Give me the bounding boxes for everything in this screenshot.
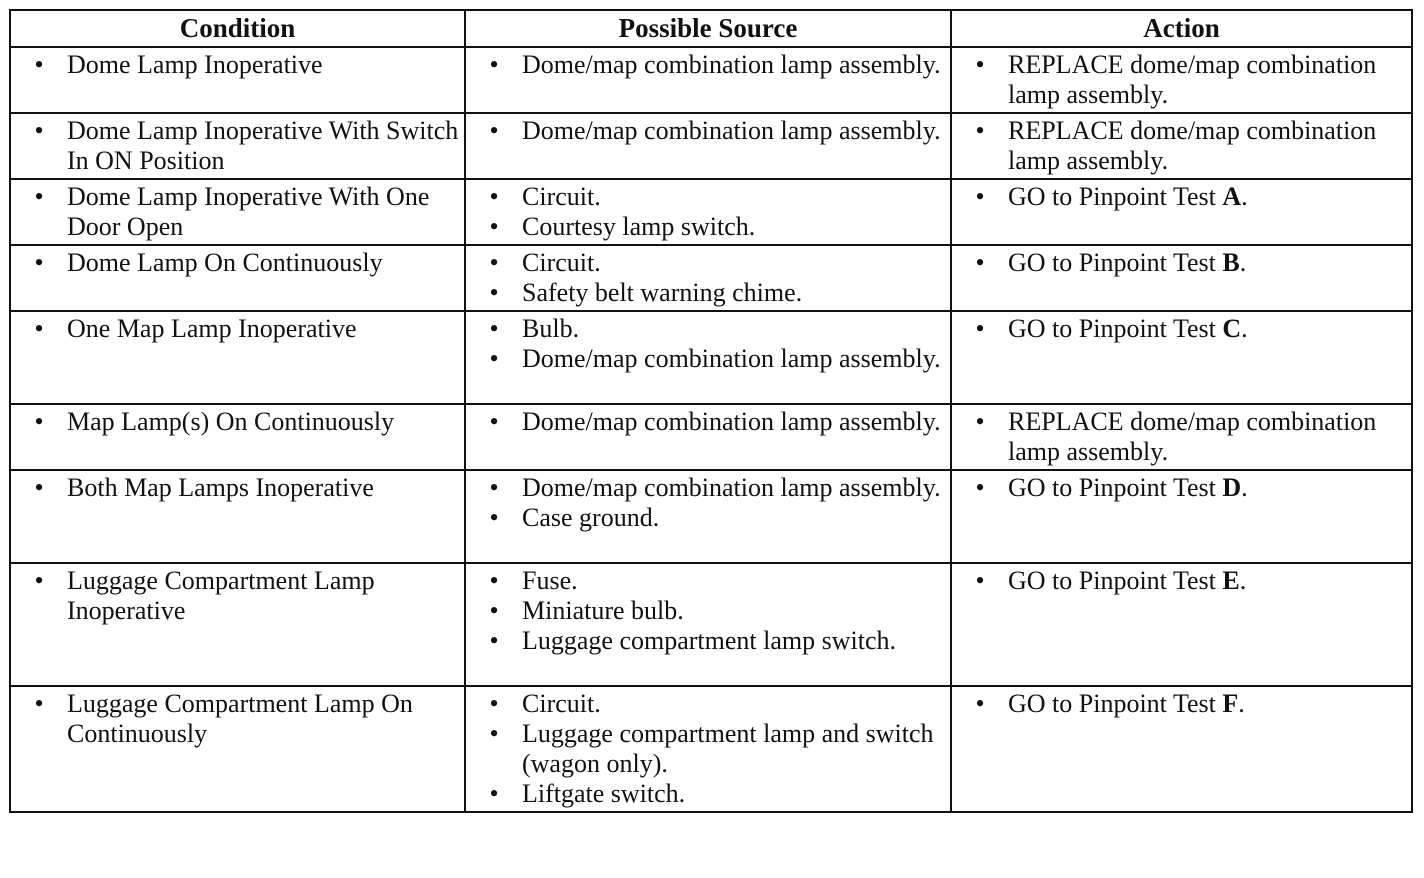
condition-cell (10, 113, 465, 179)
action-cell (951, 47, 1412, 113)
table-row (10, 470, 1412, 563)
header-condition: Condition (10, 10, 465, 47)
source-item: • Miniature bulb. (474, 596, 946, 626)
source-item: • Dome/map combination lamp assembly. (474, 473, 946, 503)
diagnosis-table (9, 9, 1413, 813)
action-cell (951, 179, 1412, 245)
action-item: • GO to Pinpoint Test A. (960, 182, 1407, 212)
action-cell (951, 470, 1412, 563)
source-cell (465, 245, 951, 311)
bullet-icon: • (975, 50, 985, 79)
condition-item: • Luggage Compartment Lamp On Continuously (19, 689, 460, 749)
action-cell (951, 311, 1412, 404)
source-item: • Courtesy lamp switch. (474, 212, 946, 242)
source-cell (465, 404, 951, 470)
action-item: • GO to Pinpoint Test C. (960, 314, 1407, 344)
source-item: • Circuit. (474, 689, 946, 719)
bullet-icon: • (975, 314, 985, 343)
bullet-icon: • (975, 116, 985, 145)
condition-cell (10, 245, 465, 311)
source-cell (465, 47, 951, 113)
condition-item: • Dome Lamp Inoperative With Switch In ON Position (19, 116, 460, 176)
bullet-icon: • (975, 473, 985, 502)
bullet-icon: • (489, 566, 499, 595)
action-item: • GO to Pinpoint Test B. (960, 248, 1407, 278)
bullet-icon: • (489, 503, 499, 532)
bullet-icon: • (489, 596, 499, 625)
bullet-icon: • (489, 182, 499, 211)
action-item: • GO to Pinpoint Test D. (960, 473, 1407, 503)
bullet-icon: • (34, 116, 44, 145)
bullet-icon: • (489, 212, 499, 241)
table-row (10, 311, 1412, 404)
bullet-icon: • (489, 278, 499, 307)
action-cell (951, 563, 1412, 686)
bullet-icon: • (34, 314, 44, 343)
action-item: • REPLACE dome/map combination lamp assembly. (960, 407, 1407, 467)
bullet-icon: • (34, 248, 44, 277)
action-cell (951, 404, 1412, 470)
source-cell (465, 179, 951, 245)
bullet-icon: • (489, 719, 499, 748)
source-item: • Liftgate switch. (474, 779, 946, 809)
bullet-icon: • (489, 779, 499, 808)
condition-cell (10, 47, 465, 113)
bullet-icon: • (489, 689, 499, 718)
bullet-icon: • (489, 626, 499, 655)
bullet-icon: • (34, 689, 44, 718)
table-row (10, 47, 1412, 113)
source-item: • Luggage compartment lamp and switch (wagon only). (474, 719, 946, 779)
table-row (10, 245, 1412, 311)
header-action: Action (951, 10, 1412, 47)
action-item: • GO to Pinpoint Test F. (960, 689, 1407, 719)
source-item: • Circuit. (474, 248, 946, 278)
source-item: • Safety belt warning chime. (474, 278, 946, 308)
action-item: • REPLACE dome/map combination lamp assembly. (960, 116, 1407, 176)
bullet-icon: • (975, 182, 985, 211)
source-item: • Dome/map combination lamp assembly. (474, 50, 946, 80)
bullet-icon: • (489, 407, 499, 436)
bullet-icon: • (489, 344, 499, 373)
table-header-row (10, 10, 1412, 47)
condition-cell (10, 563, 465, 686)
source-item: • Bulb. (474, 314, 946, 344)
table-row (10, 686, 1412, 812)
condition-cell (10, 179, 465, 245)
bullet-icon: • (975, 407, 985, 436)
bullet-icon: • (489, 50, 499, 79)
source-cell (465, 470, 951, 563)
table-row (10, 404, 1412, 470)
bullet-icon: • (34, 566, 44, 595)
source-item: • Fuse. (474, 566, 946, 596)
condition-cell (10, 311, 465, 404)
source-item: • Dome/map combination lamp assembly. (474, 344, 946, 374)
bullet-icon: • (34, 50, 44, 79)
condition-cell (10, 470, 465, 563)
table-row (10, 113, 1412, 179)
table-row (10, 179, 1412, 245)
condition-item: • Both Map Lamps Inoperative (19, 473, 460, 503)
source-cell (465, 686, 951, 812)
bullet-icon: • (975, 248, 985, 277)
action-cell (951, 686, 1412, 812)
bullet-icon: • (975, 566, 985, 595)
action-item: • GO to Pinpoint Test E. (960, 566, 1407, 596)
action-cell (951, 113, 1412, 179)
bullet-icon: • (975, 689, 985, 718)
source-item: • Luggage compartment lamp switch. (474, 626, 946, 656)
condition-item: • Luggage Compartment Lamp Inoperative (19, 566, 460, 626)
condition-cell (10, 404, 465, 470)
condition-item: • Dome Lamp Inoperative (19, 50, 460, 80)
source-cell (465, 563, 951, 686)
source-item: • Case ground. (474, 503, 946, 533)
bullet-icon: • (489, 248, 499, 277)
source-item: • Dome/map combination lamp assembly. (474, 407, 946, 437)
source-item: • Dome/map combination lamp assembly. (474, 116, 946, 146)
bullet-icon: • (489, 314, 499, 343)
condition-cell (10, 686, 465, 812)
condition-item: • Dome Lamp Inoperative With One Door Open (19, 182, 460, 242)
action-cell (951, 245, 1412, 311)
source-item: • Circuit. (474, 182, 946, 212)
table-row (10, 563, 1412, 686)
condition-item: • One Map Lamp Inoperative (19, 314, 460, 344)
source-cell (465, 113, 951, 179)
bullet-icon: • (489, 116, 499, 145)
action-item: • REPLACE dome/map combination lamp assembly. (960, 50, 1407, 110)
bullet-icon: • (489, 473, 499, 502)
condition-item: • Map Lamp(s) On Continuously (19, 407, 460, 437)
source-cell (465, 311, 951, 404)
bullet-icon: • (34, 182, 44, 211)
bullet-icon: • (34, 473, 44, 502)
bullet-icon: • (34, 407, 44, 436)
header-possible-source: Possible Source (465, 10, 951, 47)
condition-item: • Dome Lamp On Continuously (19, 248, 460, 278)
